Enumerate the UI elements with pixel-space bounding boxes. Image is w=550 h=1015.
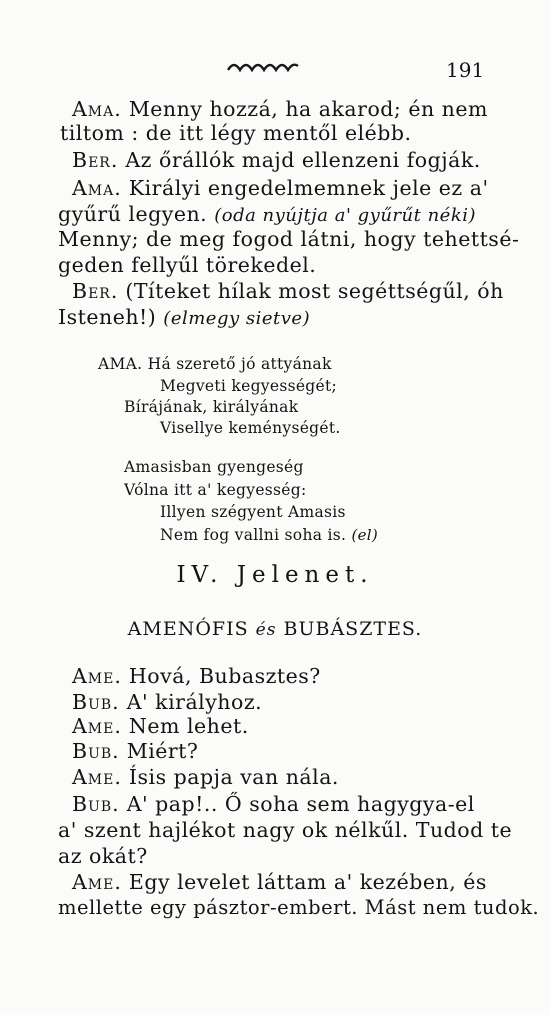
speaker-name: Ame. [72,765,122,789]
verse-line: Megveti kegyességét; [160,377,338,395]
speaker-name: Bub. [72,792,120,816]
verse-line [160,523,378,547]
dialogue-text: tiltom : de itt légy mentől elébb. [60,121,412,145]
dialogue-text: Menny hozzá, ha akarod; én nem [128,97,488,121]
dialogue-line [72,739,198,763]
speaker-name: Ame. [72,870,122,894]
cast-name: BUBÁSZTES. [283,618,423,640]
speaker-name: AMA. [98,355,143,373]
verse-line: Illyen szégyent Amasis [160,503,346,521]
speaker-name: Ber. [72,279,119,303]
dialogue-line [58,253,316,277]
stage-direction: (elmegy sietve) [163,308,311,329]
verse-text: Nem fog vallni soha is. [160,526,347,544]
dialogue-text: Az őrállók majd ellenzeni fogják. [125,148,481,172]
dialogue-text: Nem lehet. [128,714,249,738]
speaker-name: Bub. [72,739,120,763]
dialogue-text: mellette egy pásztor-embert. Mást nem tudok. [58,896,540,919]
verse-line: Amasisban gyengeség [124,458,304,476]
speaker-name: Bub. [72,690,120,714]
dialogue-line [58,305,310,331]
scene-cast [0,618,550,640]
dialogue-text: geden fellyűl törekedel. [58,253,317,277]
ornament-icon [226,56,300,76]
dialogue-line [72,714,249,738]
dialogue-text: Miért? [126,739,199,763]
dialogue-text: a' szent hajlékot nagy ok nélkűl. Tudod te [58,818,513,842]
cast-name: AMENÓFIS [127,618,249,640]
page-number: 191 [446,58,485,82]
dialogue-line [72,792,475,816]
dialogue-text: gyűrű legyen. [58,202,208,226]
stage-direction: (oda nyújtja a' gyűrűt néki) [214,205,477,226]
verse-line: Bírájának, királyának [124,398,299,416]
dialogue-line [58,896,539,920]
dialogue-line [72,765,339,789]
verse-text: Há szerető jó attyának [147,355,332,373]
stage-direction: (el) [351,526,379,544]
speaker-name: Ama. [72,97,122,121]
dialogue-line [58,202,476,228]
dialogue-line [72,279,504,303]
verse-line: Visellye keménységét. [160,419,341,437]
cast-conjunction: és [255,620,277,640]
dialogue-line [72,176,489,200]
speaker-name: Ber. [72,148,119,172]
dialogue-text: Egy levelet láttam a' kezében, és [128,870,487,894]
dialogue-text: A' királyhoz. [126,690,263,714]
dialogue-line [58,227,519,251]
dialogue-text: Ísis papja van nála. [128,765,339,789]
dialogue-line [58,818,512,842]
verse-line: Vólna itt a' kegyesség: [124,481,307,499]
dialogue-line [72,148,481,172]
dialogue-text: Menny; de meg fogod látni, hogy tehettsé- [58,227,520,251]
verse-line [98,352,332,376]
dialogue-text: A' pap!.. Ő soha sem hagygya-el [126,792,475,816]
dialogue-line [72,97,488,121]
dialogue-line [72,664,321,688]
speaker-name: Ama. [72,176,122,200]
speaker-name: Ame. [72,714,122,738]
speaker-name: Ame. [72,664,122,688]
dialogue-text: az okát? [58,844,148,868]
dialogue-line [58,844,148,868]
scene-title: IV. Jelenet. [176,562,374,588]
dialogue-line [60,121,412,145]
dialogue-text: Isteneh!) [58,305,157,329]
dialogue-text: Hová, Bubasztes? [128,664,321,688]
dialogue-line [72,870,487,894]
dialogue-text: Királyi engedelmemnek jele ez a' [128,176,489,200]
dialogue-text: (Títeket hílak most segéttségűl, óh [125,279,504,303]
dialogue-line [72,690,262,714]
